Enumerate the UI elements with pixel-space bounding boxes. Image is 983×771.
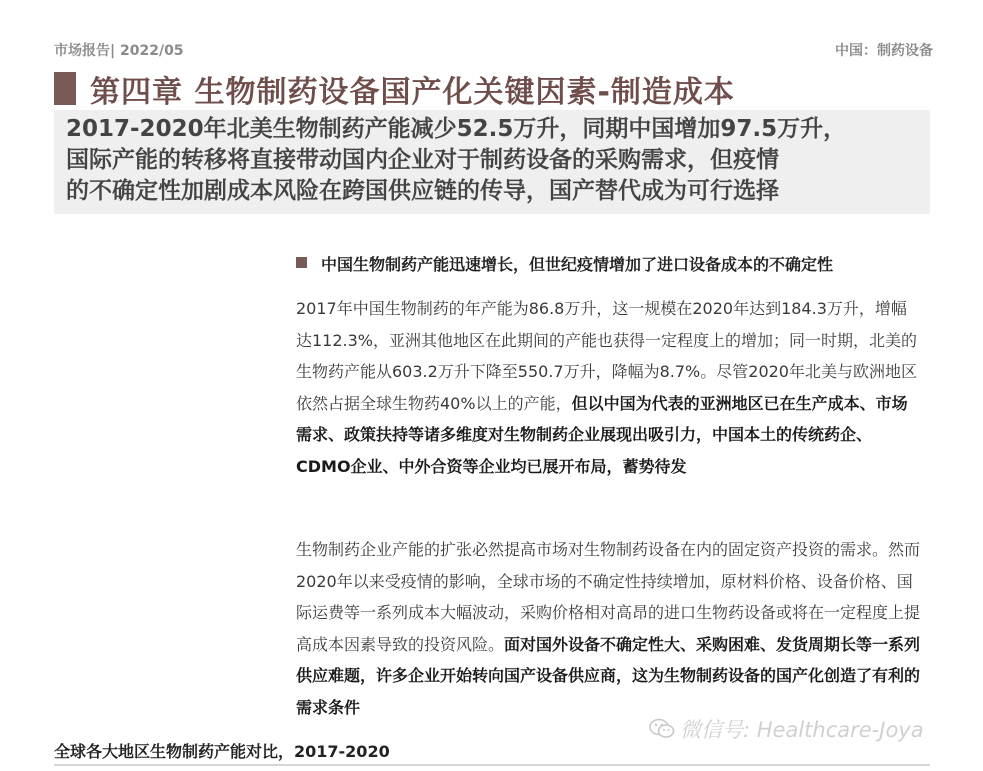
paragraph-text: 生物制药企业产能的扩张必然提高市场对生物制药设备在内的固定资产投资的需求。然而2020年以来受疫情的影响，全球市场的不确定性持续增加，原材料价格、设备价格、国际运费等一系列成本大幅波动，采购价格相对高昂的进口生物药设备或将在一定程度上提高成本因素导致的投资风险。 <box>296 540 921 654</box>
summary-line: 2017-2020年北美生物制药产能减少52.5万升，同期中国增加97.5万升， <box>66 116 847 142</box>
paragraph-text: 2017年中国生物制药的年产能为86.8万升，这一规模在2020年达到184.3万升，增幅达112.3%，亚洲其他地区在此期间的产能也获得一定程度上的增加；同一时期，北美的生物药产能从603.2万升下降至550.7万升，降幅为8.7%。尽管2020年北美与欧洲地区依然占据全球生物药40%以上的产能， <box>296 299 918 413</box>
paragraph-emphasis: 面对国外设备不确定性大、采购困难、发货周期长等一系列供应难题，许多企业开始转向国产设备供应商，这为生物制药设备的国产化创造了有利的需求条件 <box>296 634 921 717</box>
square-bullet-icon <box>296 257 307 268</box>
wechat-icon <box>648 717 676 741</box>
report-header-left: 市场报告| 2022/05 <box>54 43 184 59</box>
summary-line: 国际产能的转移将直接带动国内企业对于制药设备的采购需求，但疫情 <box>66 147 779 173</box>
summary-text <box>66 114 926 207</box>
watermark-text: 微信号: Healthcare-Joya <box>680 718 924 742</box>
watermark <box>648 714 924 744</box>
body-paragraph-2 <box>296 534 921 723</box>
paragraph-emphasis: 但以中国为代表的亚洲地区已在生产成本、市场需求、政策扶持等诸多维度对生物制药企业展现出吸引力，中国本土的传统药企、CDMO企业、中外合资等企业均已展开布局，蓄势待发 <box>296 393 908 476</box>
figure-caption: 全球各大地区生物制药产能对比，2017-2020 <box>54 742 390 761</box>
report-header-right: 中国：制药设备 <box>835 43 933 59</box>
chapter-title: 第四章 生物制药设备国产化关键因素-制造成本 <box>90 75 735 110</box>
footer-divider <box>54 764 930 766</box>
chapter-accent-bar <box>54 72 76 105</box>
body-paragraph-1 <box>296 293 921 482</box>
section-title: 中国生物制药产能迅速增长，但世纪疫情增加了进口设备成本的不确定性 <box>321 255 834 274</box>
summary-line: 的不确定性加剧成本风险在跨国供应链的传导，国产替代成为可行选择 <box>66 178 779 204</box>
